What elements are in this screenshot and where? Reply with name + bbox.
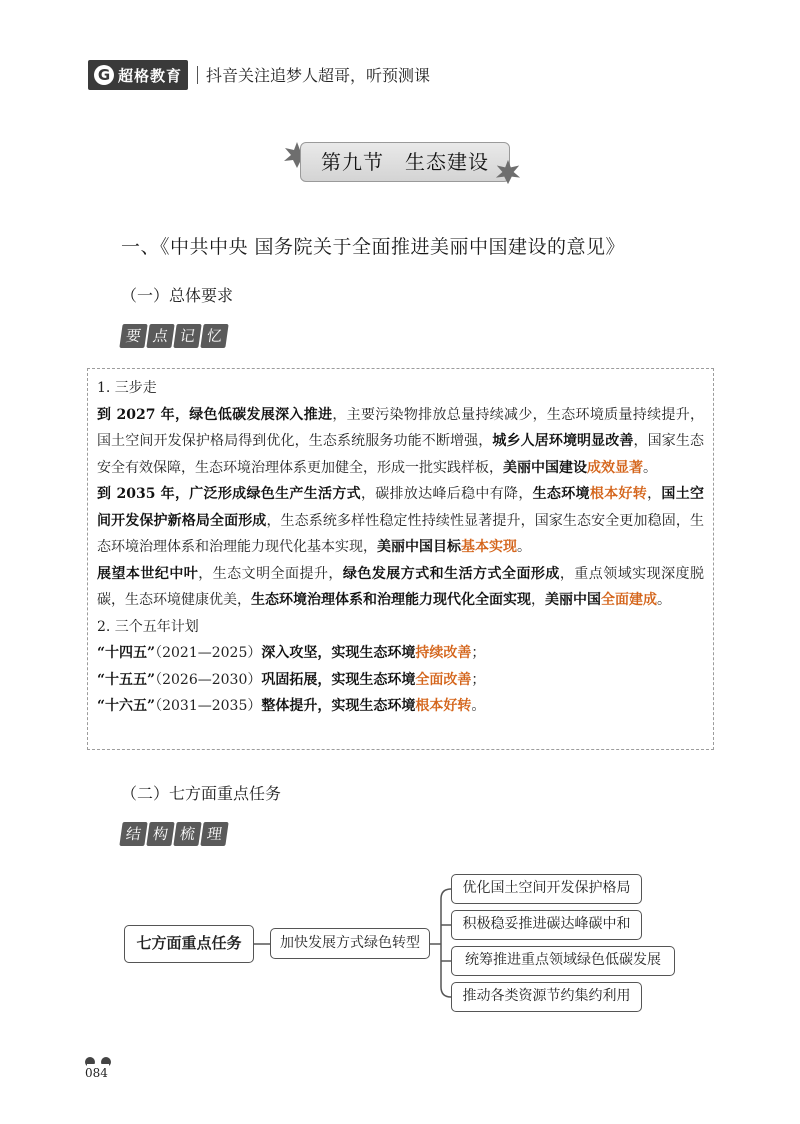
subheading-seven-tasks: （二）七方面重点任务	[121, 784, 282, 803]
paragraph-mid-century: 展望本世纪中叶，生态文明全面提升，绿色发展方式和生活方式全面形成，重点领域实现深度脱碳，生态环境健康优美，生态环境治理体系和治理能力现代化全面实现，美丽中国全面建成。	[97, 565, 705, 608]
heading-level-1: 一、《中共中央 国务院关于全面推进美丽中国建设的意见》	[121, 236, 626, 258]
tag-structure	[121, 822, 227, 846]
tag-char: 理	[200, 822, 228, 846]
diagram-branch-node: 加快发展方式绿色转型	[270, 928, 430, 959]
leaf-icon	[494, 158, 522, 186]
header-note: 抖音关注追梦人超哥，听预测课	[206, 66, 431, 85]
paragraph-2035: 到 2035 年，广泛形成绿色生产生活方式，碳排放达峰后稳中有降，生态环境根本好转，国土空间开发保护新格局全面形成，生态系统多样性稳定性持续性显著提升，国家生态安全更加稳固，生态环境治理体系和治理能力现代化基本实现，美丽中国目标基本实现。	[97, 486, 705, 555]
tag-key-points	[121, 324, 227, 348]
diagram-leaf-node: 优化国土空间开发保护格局	[451, 874, 642, 904]
logo-icon: G	[94, 65, 114, 85]
section-title: 第九节 生态建设	[300, 142, 510, 182]
paragraph-2027: 到 2027 年，绿色低碳发展深入推进，主要污染物排放总量持续减少，生态环境质量持续提升，国土空间开发保护格局得到优化，生态系统服务功能不断增强，城乡人居环境明显改善，国家生态安全有效保障，生态环境治理体系更加健全，形成一批实践样板，美丽中国建设成效显著。	[97, 406, 705, 476]
plan-14th: “十四五”（2021—2025）深入攻坚，实现生态环境持续改善；	[97, 645, 486, 661]
diagram-leaf-node: 积极稳妥推进碳达峰碳中和	[451, 910, 642, 940]
diagram-leaf-node: 统筹推进重点领域绿色低碳发展	[451, 946, 675, 976]
tag-char: 点	[146, 324, 174, 348]
item-title: 2. 三个五年计划	[97, 618, 199, 635]
header-divider	[197, 66, 198, 84]
tag-char: 构	[146, 822, 174, 846]
tag-char: 结	[119, 822, 147, 846]
key-points-box	[87, 368, 714, 750]
brand-logo	[88, 60, 188, 90]
logo-text: 超格教育	[118, 66, 183, 85]
tag-char: 要	[119, 324, 147, 348]
tag-char: 记	[173, 324, 201, 348]
diagram-root-node: 七方面重点任务	[124, 925, 254, 963]
diagram-leaf-node: 推动各类资源节约集约利用	[451, 982, 642, 1012]
page-number: 084	[85, 1066, 108, 1080]
subheading-general-requirements: （一）总体要求	[121, 286, 234, 305]
item-title: 1. 三步走	[97, 380, 157, 396]
plan-15th: “十五五”（2026—2030）巩固拓展，实现生态环境全面改善；	[97, 671, 486, 688]
tag-char: 忆	[200, 324, 228, 348]
plan-16th: “十六五”（2031—2035）整体提升，实现生态环境根本好转。	[97, 698, 486, 714]
tag-char: 梳	[173, 822, 201, 846]
